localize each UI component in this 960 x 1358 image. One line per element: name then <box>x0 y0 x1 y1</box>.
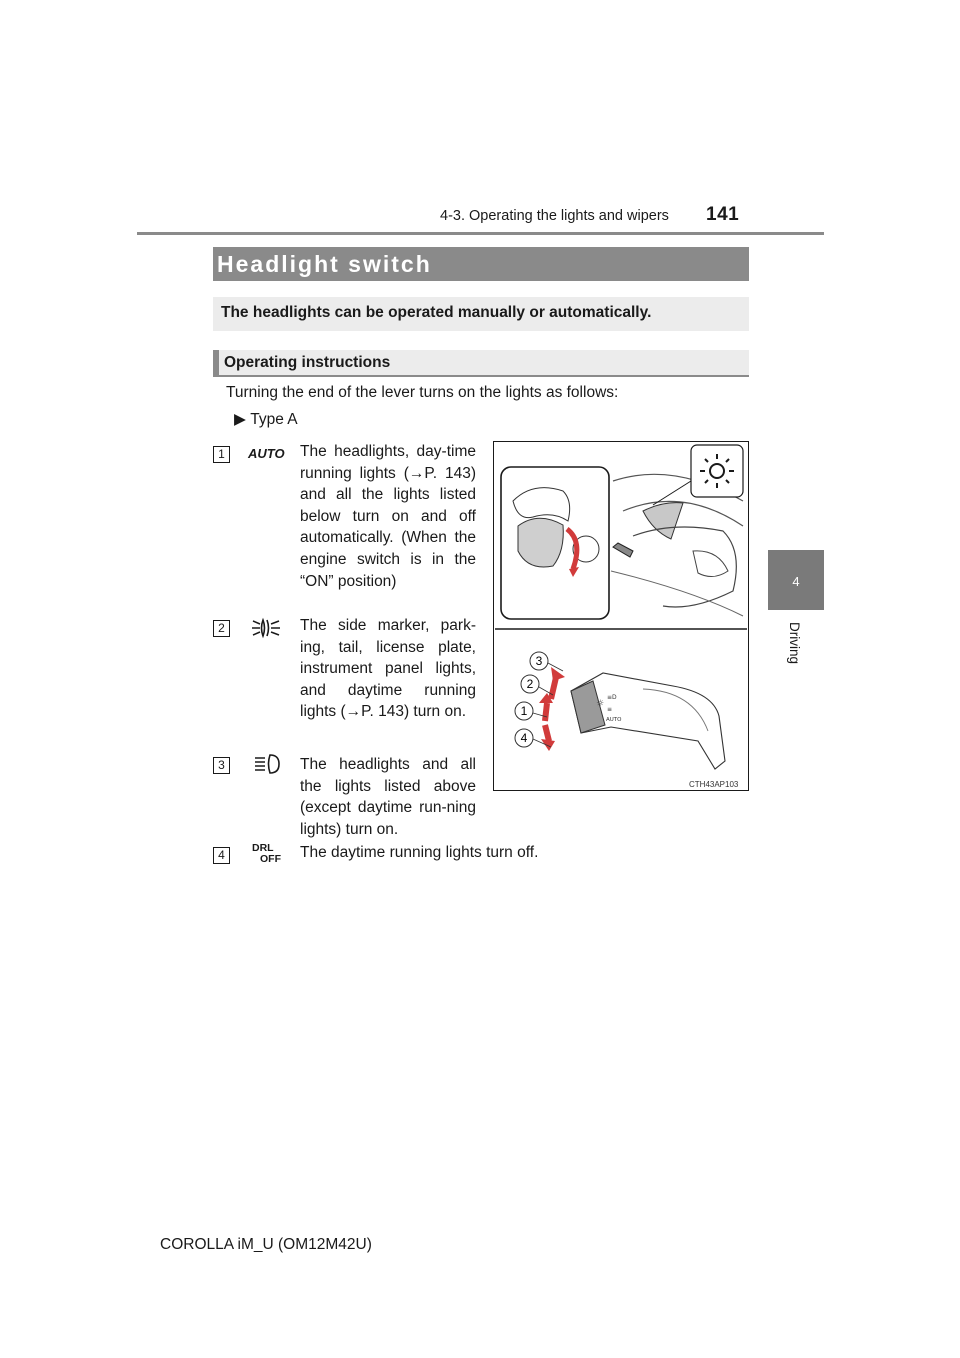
triangle-bullet-icon: ▶ <box>234 411 251 428</box>
callout-2: 2 <box>526 677 534 691</box>
parking-lights-icon <box>250 616 284 640</box>
headlight-switch-figure <box>493 441 749 791</box>
off-text: OFF <box>260 853 281 865</box>
callout-4: 4 <box>520 731 528 745</box>
svg-text:AUTO: AUTO <box>606 717 622 723</box>
svg-text:≡D: ≡D <box>607 694 617 701</box>
item-text-2: The side marker, park-ing, tail, license plate, instrument panel lights, and daytime running lights (→P. 143) turn on. <box>300 617 476 721</box>
item-number-4-text: 4 <box>218 848 225 862</box>
headlight-icon <box>252 752 282 776</box>
callout-3: 3 <box>535 654 543 668</box>
page-title: Headlight switch <box>217 251 432 277</box>
item-text-1: The headlights, day-time running lights (→P. 143) and all the lights listed below turn on and off automatically. (When the engine switch is in the “ON” position) <box>300 443 476 590</box>
section-title: 4-3. Operating the lights and wipers <box>440 208 669 224</box>
svg-text:☼: ☼ <box>596 699 605 709</box>
chapter-label: Driving <box>787 622 802 665</box>
subsection-rule <box>213 375 749 377</box>
header-rule <box>137 232 824 235</box>
chapter-number: 4 <box>792 574 800 589</box>
item-number-4 <box>213 847 230 864</box>
subsection-marker <box>213 350 219 376</box>
intro-text: The headlights can be operated manually or automatically. <box>221 304 652 321</box>
figure-code: CTH43AP103 <box>689 780 739 789</box>
page-number: 141 <box>706 204 740 225</box>
callout-1: 1 <box>520 704 528 718</box>
item-text-4: The daytime running lights turn off. <box>300 844 539 861</box>
item-text-3: The headlights and all the lights listed above (except daytime run-ning lights) turn on. <box>300 756 476 838</box>
auto-icon: AUTO <box>248 446 285 461</box>
item-number-1: 1 <box>213 446 230 463</box>
type-label <box>234 410 298 429</box>
svg-text:≡: ≡ <box>607 706 613 713</box>
body-text: Turning the end of the lever turns on the lights as follows: <box>226 384 619 401</box>
subsection-heading: Operating instructions <box>224 354 391 371</box>
item-number-3-text: 3 <box>218 758 225 772</box>
item-number-2-text: 2 <box>218 621 225 635</box>
footer-model: COROLLA iM_U (OM12M42U) <box>160 1236 372 1253</box>
drl-off-icon <box>252 843 281 865</box>
item-number-2 <box>213 620 230 637</box>
item-number-3 <box>213 757 230 774</box>
type-label-text: Type A <box>250 411 298 428</box>
drl-text: DRL <box>252 842 274 854</box>
